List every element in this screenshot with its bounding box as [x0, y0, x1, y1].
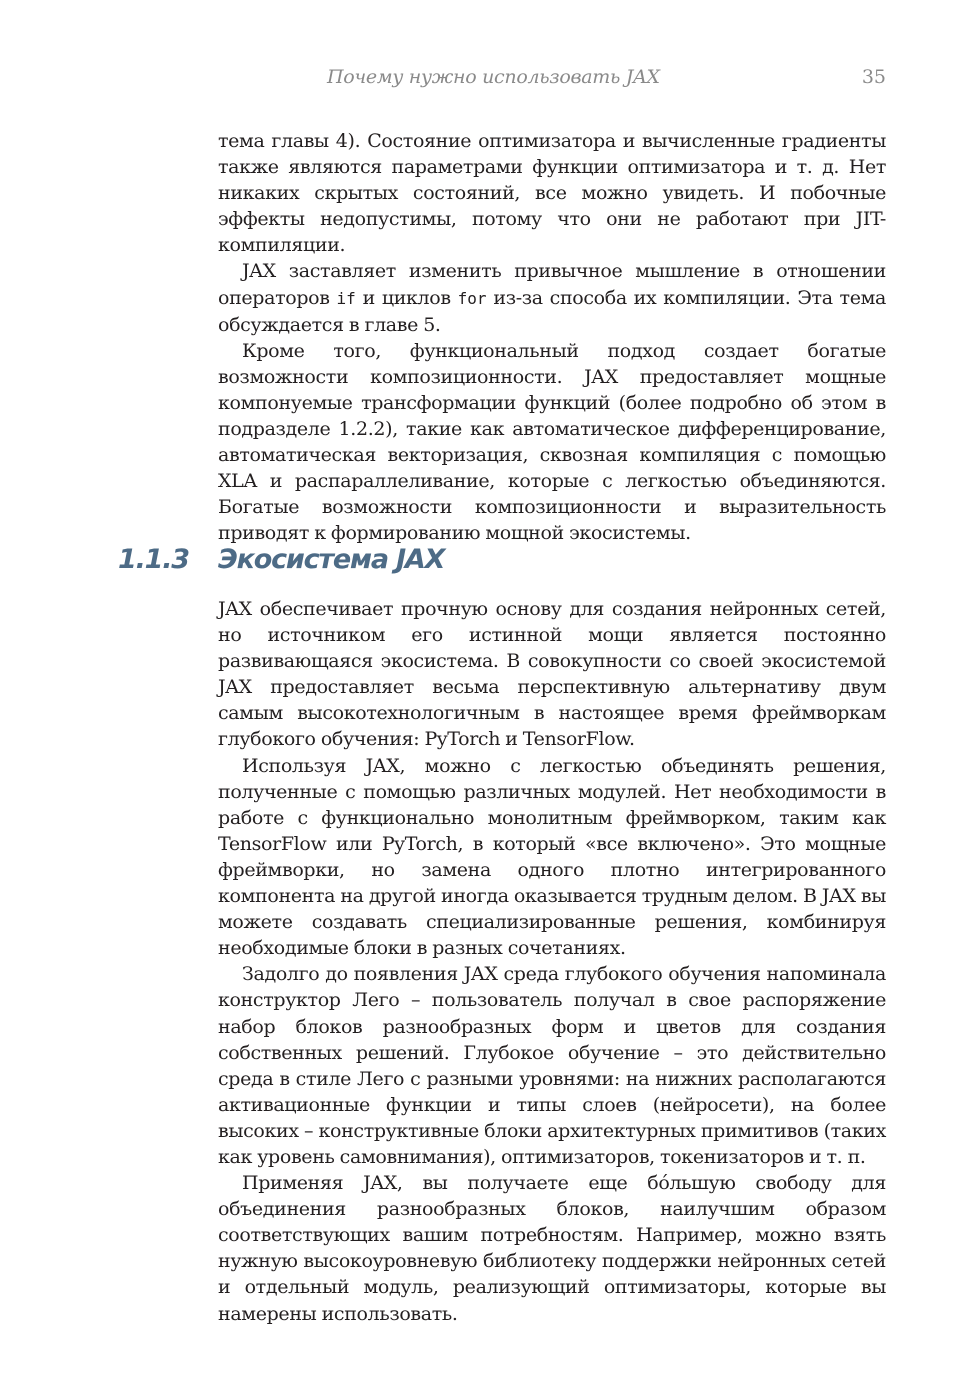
paragraph-text: из-за способа их компиляции. Эта тема обсуждается в главе 5.	[218, 286, 887, 336]
paragraph-freedom: Применяя JAX, вы получаете еще бóльшую свободу для объединения разнообразных блоков, наилучшим образом соответствующих вашим потребностям. Например, можно взять нужную высокоуровневую библиотеку поддержки нейронных сетей и отдельный модуль, реализующий оптимизаторы, которые вы намерены использовать.	[218, 1172, 886, 1325]
paragraph-text: и циклов	[355, 286, 458, 309]
section-body	[218, 596, 886, 1327]
paragraph-lego: Задолго до появления JAX среда глубокого обучения напоминала конструктор Лего – пользователь получал в свое распоряжение набор блоков разнообразных форм и цветов для создания собственных решений. Глубокое обучение – это действительно среда в стиле Лего с разными уровнями: на нижних располагаются активационные функции и типы слоев (нейросети), на более высоких – конструктивные блоки архитектурных примитивов (таких как уровень самовнимания), оптимизаторов, токенизаторов и т. п.	[218, 963, 886, 1168]
running-header	[218, 64, 886, 94]
running-title: Почему нужно использовать JAX	[327, 66, 660, 88]
paragraph-continued: тема главы 4). Состояние оптимизатора и вычисленные градиенты также являются параметрами функции оптимизатора и т. д. Нет никаких скрытых состояний, все можно увидеть. И побочные эффекты недопустимы, потому что они не работают при JIT-компиляции.	[218, 130, 886, 257]
page-number: 35	[861, 66, 886, 88]
continuation-text	[218, 128, 886, 547]
code-for: for	[457, 288, 487, 308]
paragraph-text: JAX заставляет изменить привычное мышление в отношении операторов	[218, 260, 886, 309]
code-if: if	[336, 288, 356, 308]
paragraph-ecosystem-intro: JAX обеспечивает прочную основу для создания нейронных сетей, но источником его истинной мощи является постоянно развивающаяся экосистема. В совокупности со своей экосистемой JAX предоставляет весьма перспективную альтернативу двум самым высокотехнологичным в настоящее время фреймворкам глубокого обучения: PyTorch и TensorFlow.	[218, 598, 886, 751]
paragraph-modules: Используя JAX, можно с легкостью объединять решения, полученные с помощью различных модулей. Нет необходимости в работе с функционально монолитным фреймворком, таким как TensorFlow или PyTorch, в который «все включено». Это мощные фреймворки, но замена одного плотно интегрированного компонента на другой иногда оказывается трудным делом. В JAX вы можете создавать специализированные решения, комбинируя необходимые блоки в разных сочетаниях.	[218, 754, 886, 960]
paragraph-if-for	[218, 258, 886, 337]
section-title: Экосистема JAX	[218, 544, 445, 575]
section-number: 1.1.3	[118, 544, 189, 575]
paragraph-composability: Кроме того, функциональный подход создает богатые возможности композиционности. JAX предоставляет мощные компонуемые трансформации функций (более подробно об этом в подразделе 1.2.2), такие как автоматическое дифференцирование, автоматическая векторизация, сквозная компиляция с помощью XLA и распараллеливание, которые с легкостью объединяются. Богатые возможности композиционности и выразительность приводят к формированию мощной экосистемы.	[218, 339, 886, 545]
